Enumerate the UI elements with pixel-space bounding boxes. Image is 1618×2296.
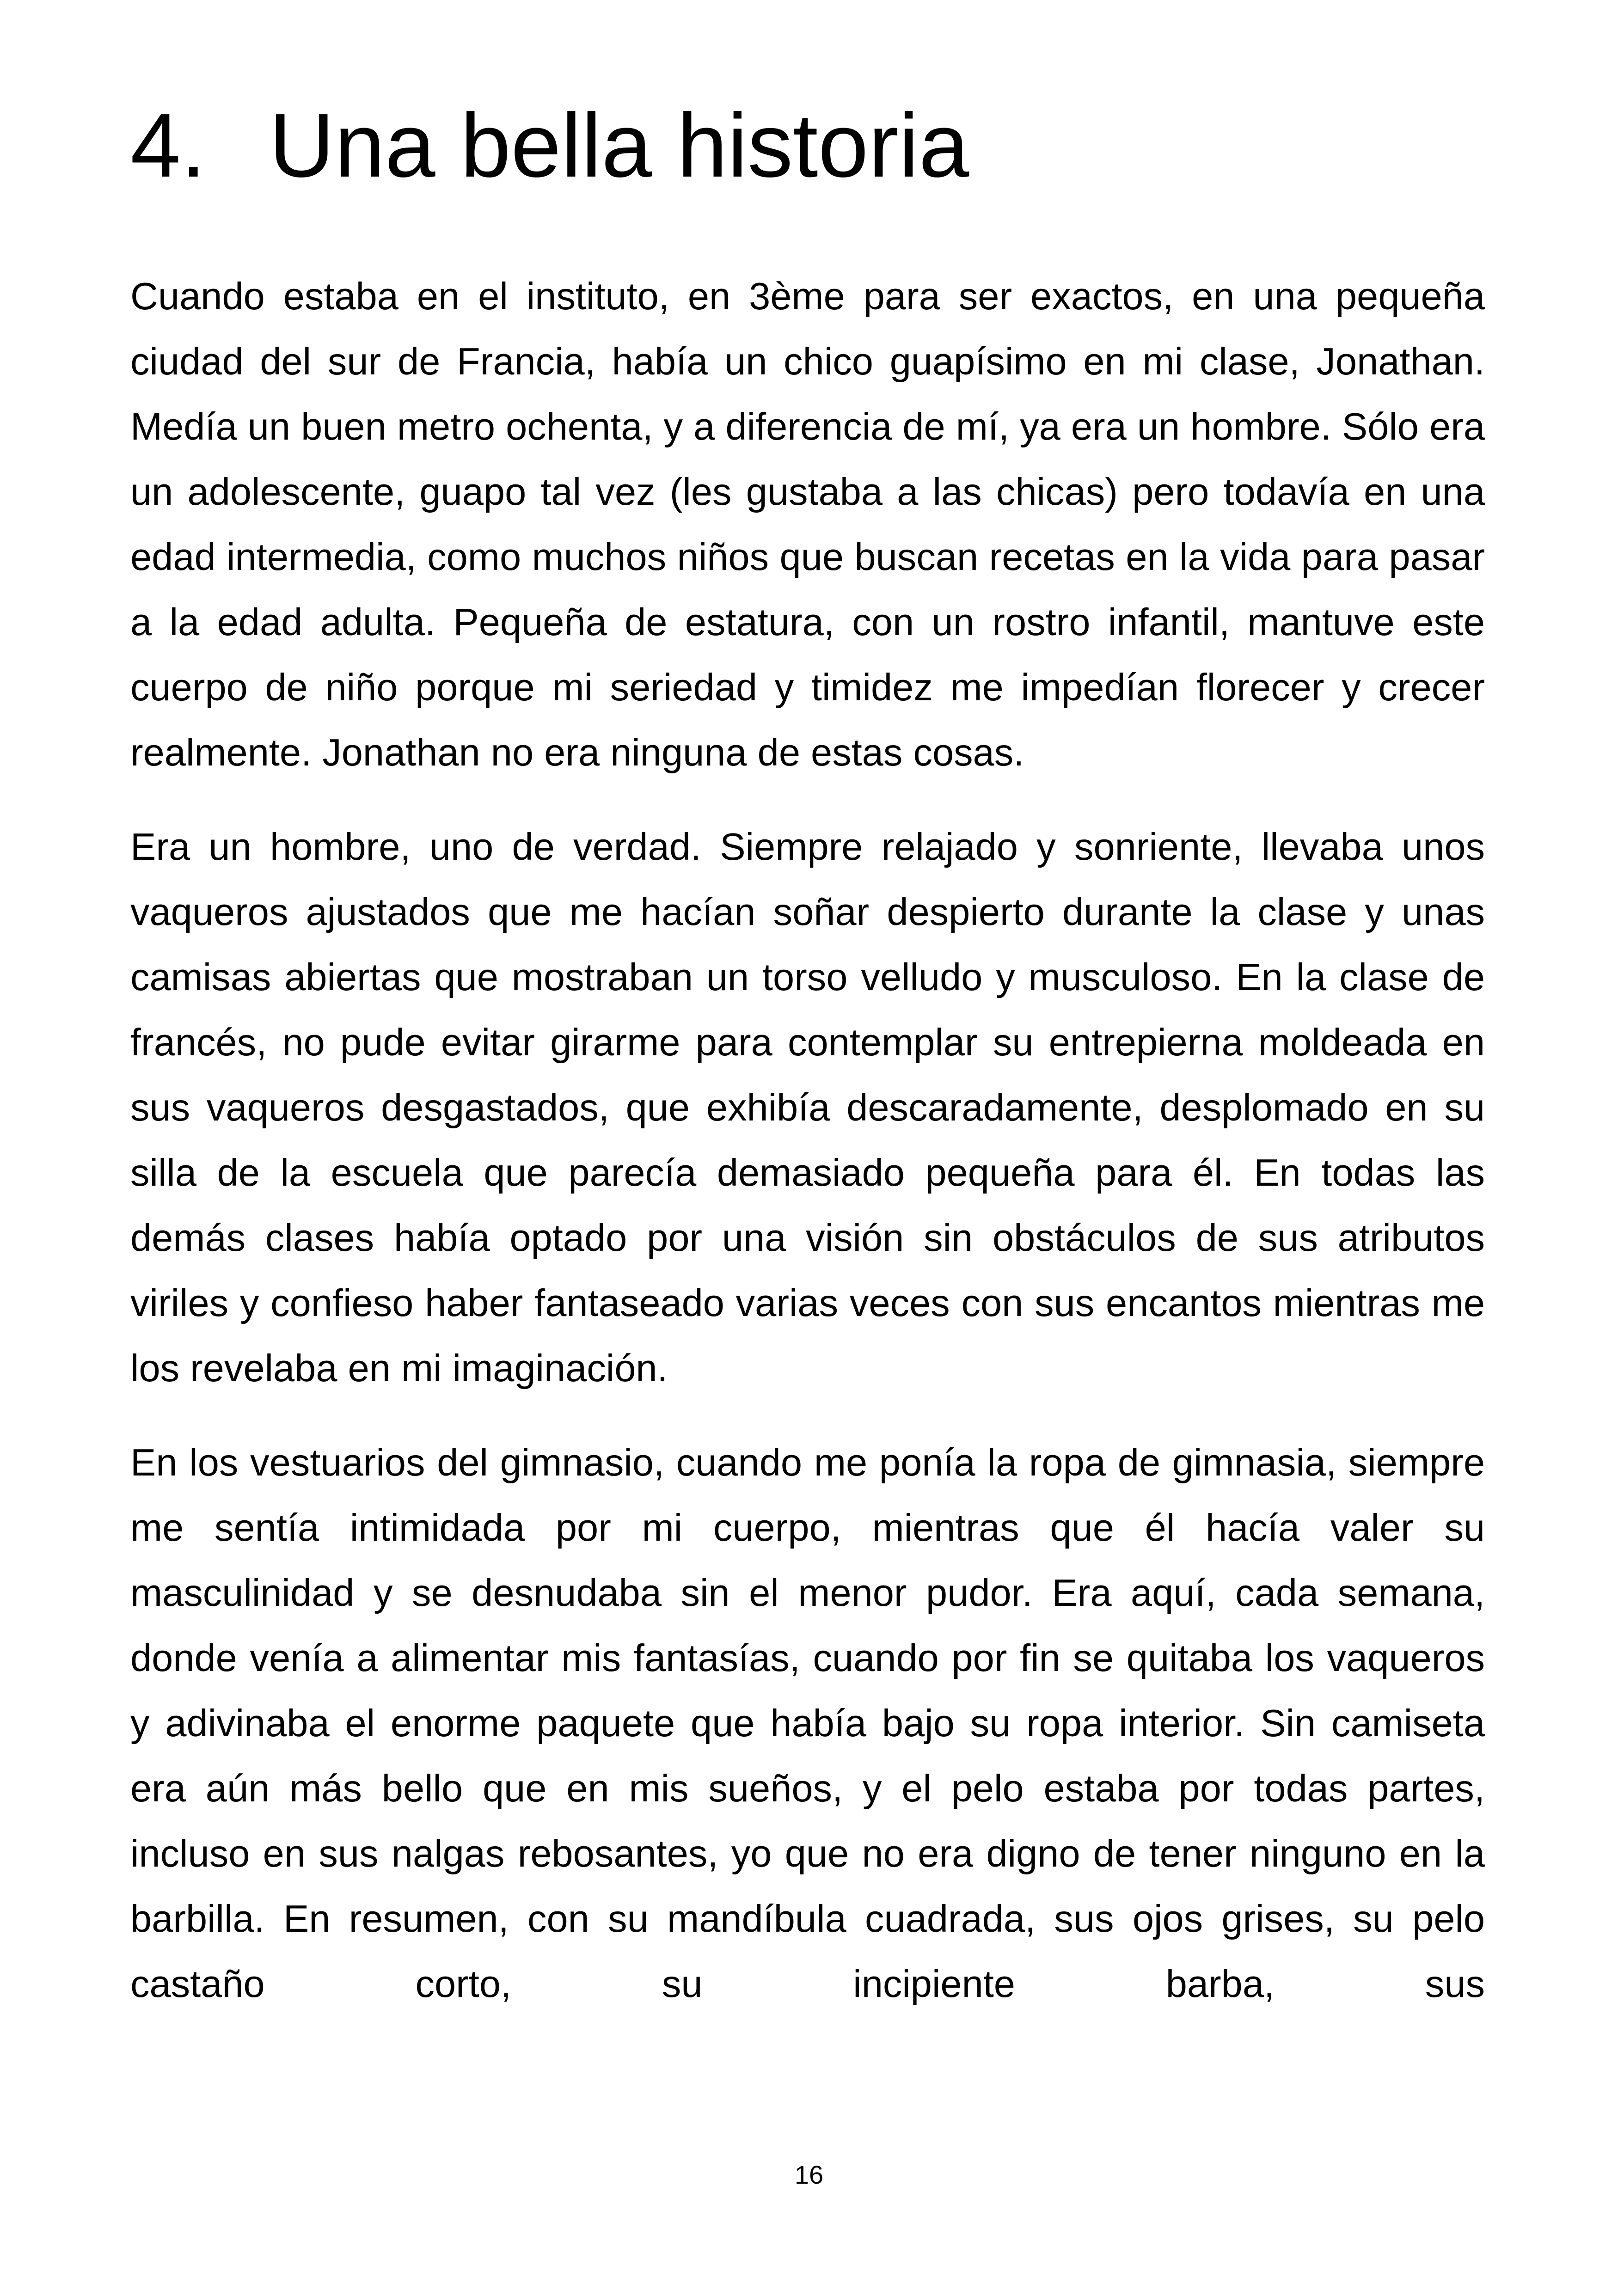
body-text — [130, 263, 1485, 2016]
paragraph: En los vestuarios del gimnasio, cuando me ponía la ropa de gimnasia, siempre me sentía intimidada por mi cuerpo, mientras que él hacía valer su masculinidad y se desnudaba sin el menor pudor. Era aquí, cada semana, donde venía a alimentar mis fantasías, cuando por fin se quitaba los vaqueros y adivinaba el enorme paquete que había bajo su ropa interior. Sin camiseta era aún más bello que en mis sueños, y el pelo estaba por todas partes, incluso en sus nalgas rebosantes, yo que no era digno de tener ninguno en la barbilla. En resumen, con su mandíbula cuadrada, sus ojos grises, su pelo castaño corto, su incipiente barba, sus — [130, 1441, 1485, 2005]
chapter-title — [130, 88, 969, 203]
paragraph: Era un hombre, uno de verdad. Siempre relajado y sonriente, llevaba unos vaqueros ajustados que me hacían soñar despierto durante la clase y unas camisas abiertas que mostraban un torso velludo y musculoso. En la clase de francés, no pude evitar girarme para contemplar su entrepierna moldeada en sus vaqueros desgastados, que exhibía descaradamente, desplomado en su silla de la escuela que parecía demasiado pequeña para él. En todas las demás clases había optado por una visión sin obstáculos de sus atributos viriles y confieso haber fantaseado varias veces con sus encantos mientras me los revelaba en mi imaginación. — [130, 825, 1485, 1390]
page-number: 16 — [794, 2160, 824, 2189]
chapter-number: 4. — [130, 95, 206, 196]
paragraph: Cuando estaba en el instituto, en 3ème para ser exactos, en una pequeña ciudad del sur de Francia, había un chico guapísimo en mi clase, Jonathan. Medía un buen metro ochenta, y a diferencia de mí, ya era un hombre. Sólo era un adolescente, guapo tal vez (les gustaba a las chicas) pero todavía en una edad intermedia, como muchos niños que buscan recetas en la vida para pasar a la edad adulta. Pequeña de estatura, con un rostro infantil, mantuve este cuerpo de niño porque mi seriedad y timidez me impedían florecer y crecer realmente. Jonathan no era ninguna de estas cosas. — [130, 275, 1485, 774]
chapter-title-text: Una bella historia — [269, 95, 969, 196]
